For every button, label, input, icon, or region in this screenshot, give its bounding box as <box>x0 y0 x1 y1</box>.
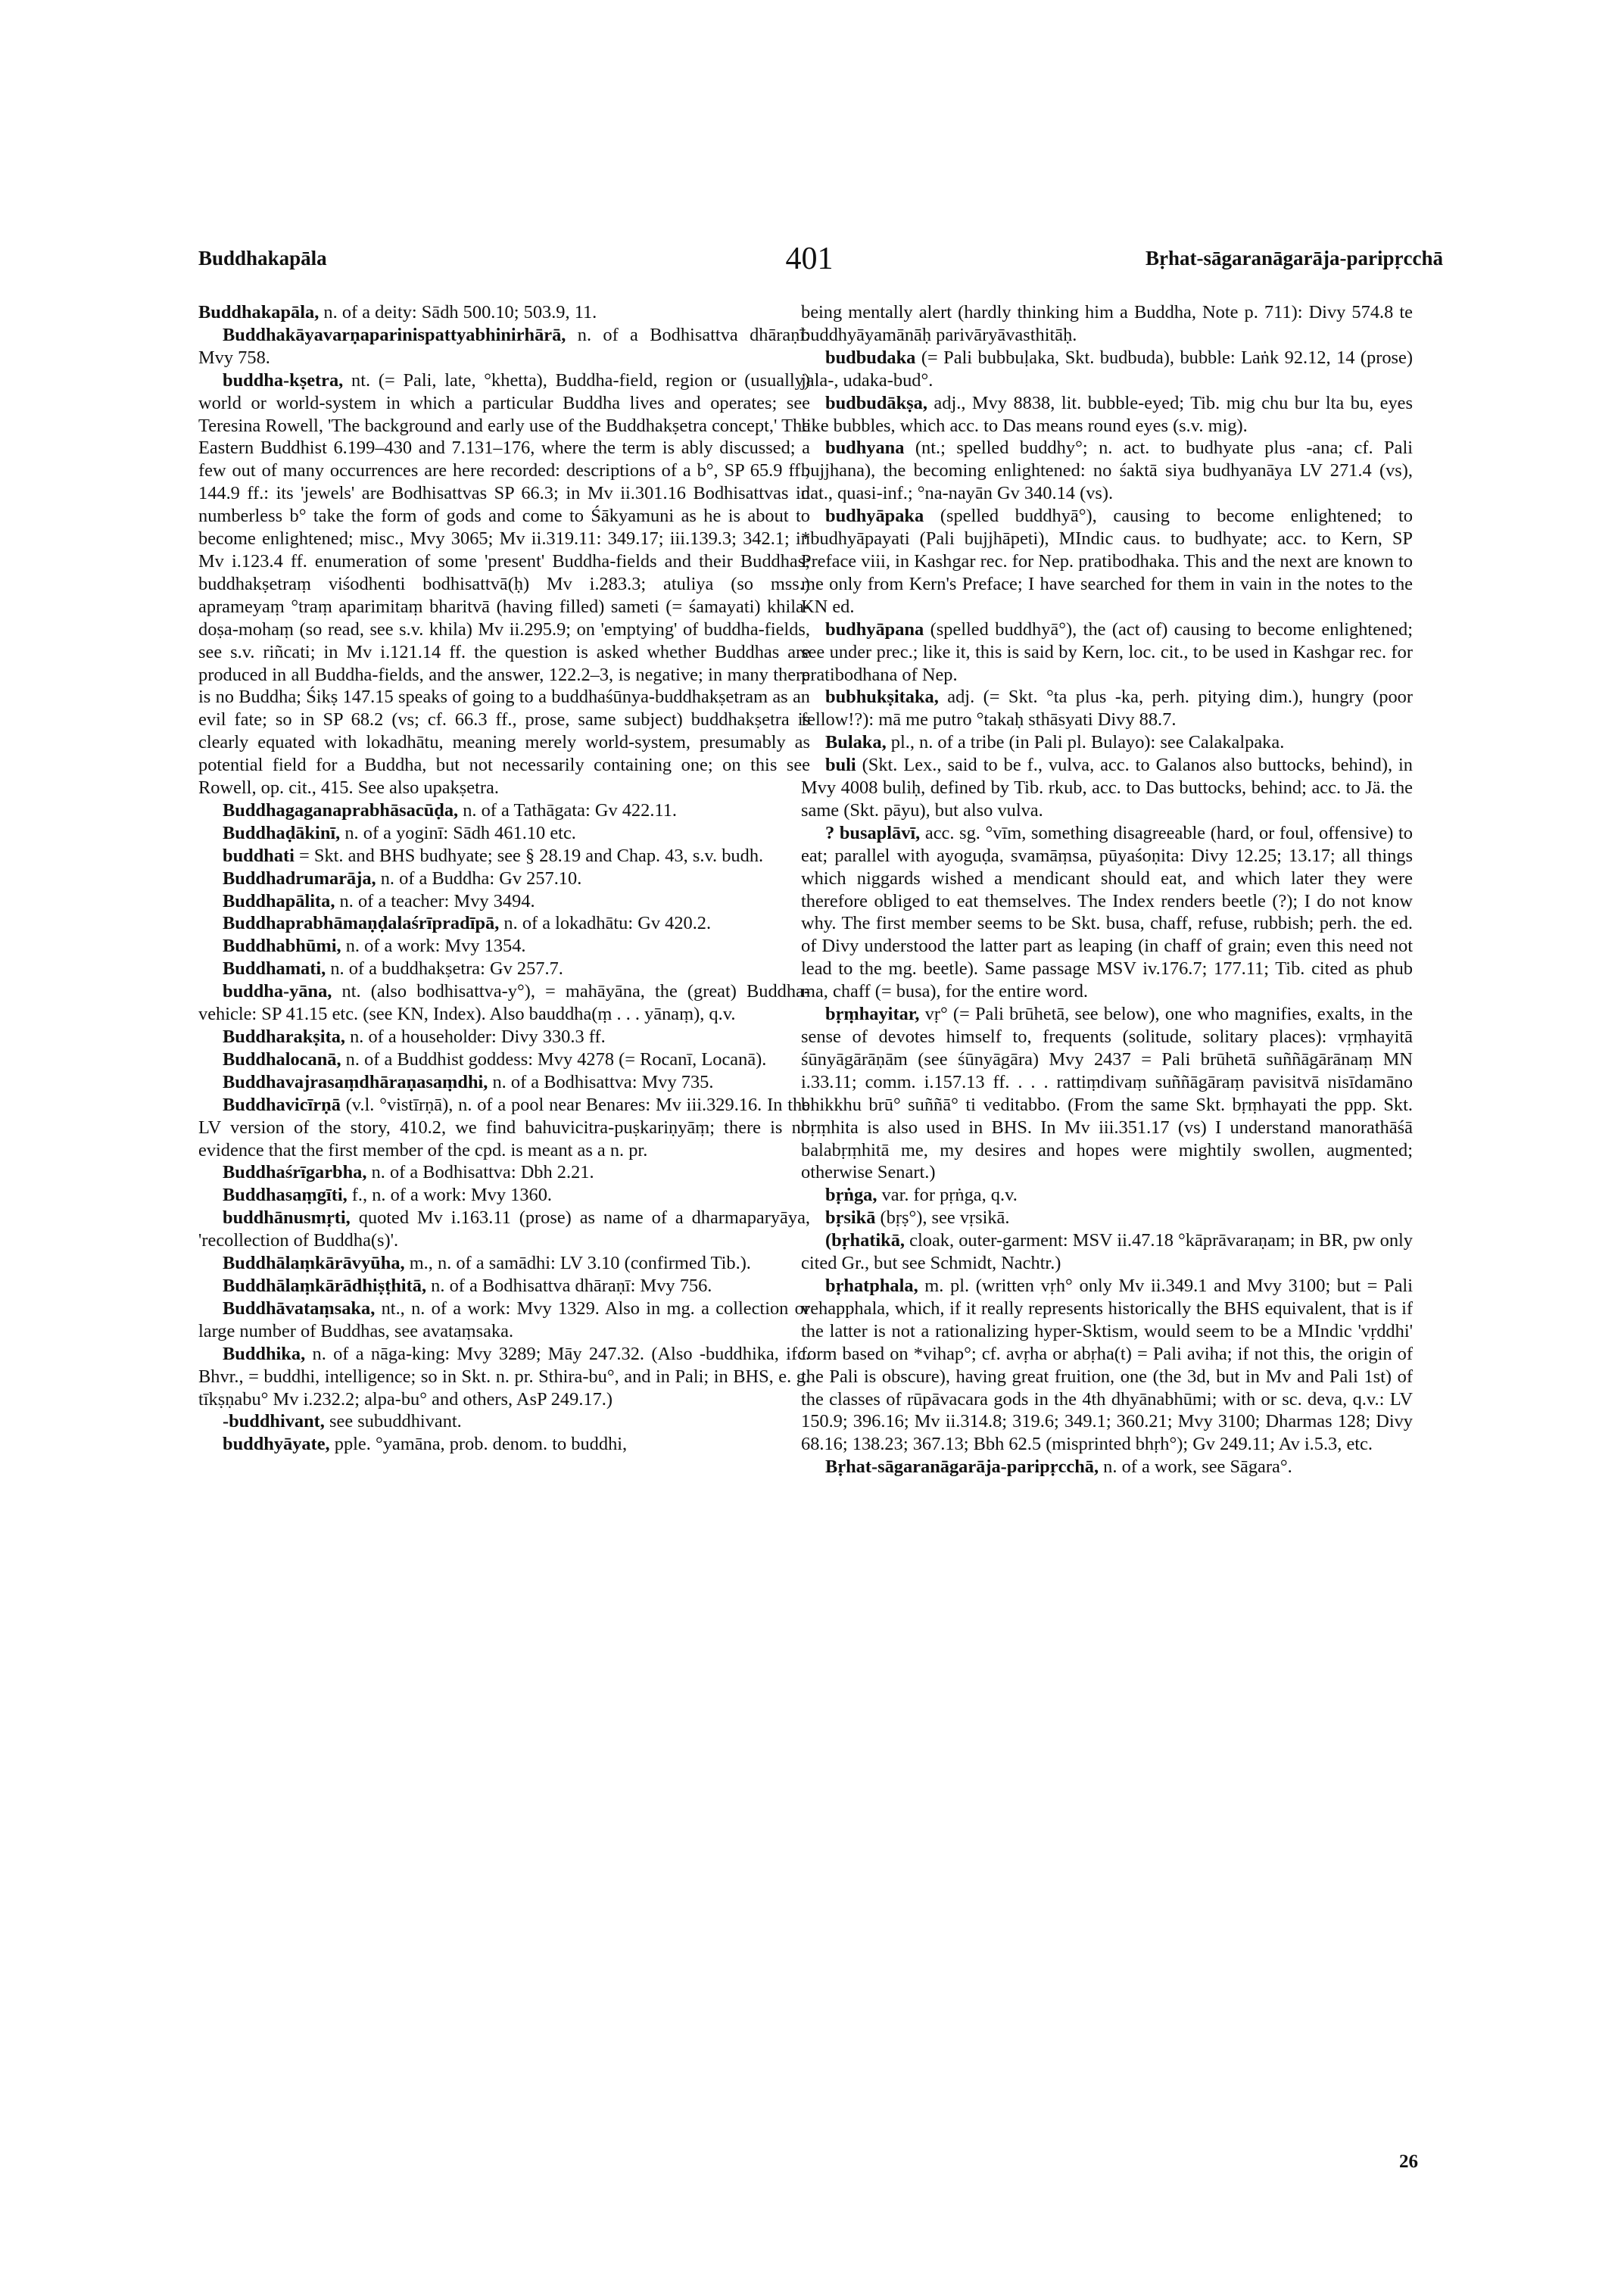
entry-headword: Buddhadrumarāja, <box>223 868 376 889</box>
entry-definition: n. of a householder: Divy 330.3 ff. <box>345 1027 606 1047</box>
entry-headword: budhyāpaka <box>825 506 924 527</box>
dictionary-entry <box>801 754 1413 822</box>
dictionary-entry <box>801 1003 1413 1184</box>
entry-definition: n. of a Bodhisattva dhāraṇī: Mvy 756. <box>426 1275 712 1296</box>
dictionary-entry <box>198 1410 810 1433</box>
entry-headword: Buddhavicīrṇā <box>223 1094 341 1115</box>
entry-headword: -buddhivant, <box>223 1411 325 1432</box>
entry-definition: n. of a work: Mvy 1354. <box>341 936 526 957</box>
entry-headword: Buddhavajrasaṃdhāraṇasaṃdhi, <box>223 1071 488 1092</box>
dictionary-entry <box>198 1161 810 1184</box>
entry-definition: n. of a teacher: Mvy 3494. <box>335 890 535 911</box>
dictionary-entry <box>801 505 1413 618</box>
entry-headword: Buddhaḍākinī, <box>223 822 341 843</box>
entry-definition: vṛ° (= Pali brūhetā, see below), one who magnifies, exalts, in the sense of devotes himself to, frequents (solitude, solitary places): vṛṃhayitā śūnyāgārāṇām (see śūnyāgāra) Mvy 2437 = Pali brūhetā suññāgārānaṃ MN i.33.11; comm. i.157.13 ff. . . . rattiṃdivaṃ suññāgāraṃ pavisitvā nisīdamāno bhikkhu brū° suññā° ti veditabbo. (From the same Skt. bṛṃhayati the ppp. Skt. bṛṃhita is also used in BHS. In Mv iii.351.17 (vs) I understand manorathāśā balabṛṃhitā me, my desires and hopes were mightily swollen, augmented; otherwise Senart.) <box>801 1004 1413 1183</box>
entry-headword: budbudākṣa, <box>825 392 927 413</box>
entry-headword: Buddhagaganaprabhāsacūḍa, <box>223 799 459 821</box>
dictionary-entry <box>198 1275 810 1298</box>
dictionary-entry <box>801 392 1413 438</box>
running-header <box>198 241 1443 286</box>
dictionary-entry <box>198 1252 810 1275</box>
entry-definition: adj. (= Skt. °ta plus -ka, perh. pitying dim.), hungry (poor fellow!?): mā me putro °takaḥ sthāsyati Divy 88.7. <box>801 687 1413 731</box>
entry-definition: m., n. of a samādhi: LV 3.10 (confirmed Tib.). <box>404 1253 751 1274</box>
entry-headword: Buddhamati, <box>223 958 326 980</box>
entry-headword: Buddhika, <box>223 1343 306 1364</box>
entry-headword: buddhyāyate, <box>223 1434 330 1455</box>
right-guide-word: Bṛhat-sāgaranāgarāja-paripṛcchā <box>1146 247 1443 269</box>
entry-headword: bṛṅga, <box>825 1185 877 1206</box>
entry-definition: n. of a Bodhisattva dhāraṇī: Mvy 758. <box>198 324 810 368</box>
entry-definition: (spelled buddhyā°), the (act of) causing to become enlightened; see under prec.; like it, this is said by Kern, loc. cit., to be used in Kashgar rec. for pratibodhana of Nep. <box>801 618 1413 685</box>
entry-headword: budhyana <box>825 438 905 459</box>
entry-headword: Buddhakapāla, <box>198 302 320 322</box>
dictionary-entry <box>198 799 810 822</box>
dictionary-entry <box>198 1071 810 1094</box>
dictionary-entry <box>198 822 810 845</box>
dictionary-entry <box>198 369 810 799</box>
entry-definition: n. of a work, see Sāgara°. <box>1099 1456 1292 1478</box>
entry-definition: n. of a yoginī: Sādh 461.10 etc. <box>340 822 576 843</box>
entry-definition: (Skt. Lex., said to be f., vulva, acc. to Galanos also buttocks, behind), in Mvy 4008 buliḥ, defined by Tib. rkub, acc. to Das buttocks, behind; acc. to Jä. the same (Skt. pāyu), but also vulva. <box>801 755 1413 821</box>
entry-headword: bṛṃhayitar, <box>825 1004 920 1025</box>
entry-headword: Buddhasaṃgīti, <box>223 1185 348 1206</box>
entry-definition: pl., n. of a tribe (in Pali pl. Bulayo): see Calakalpaka. <box>886 732 1285 753</box>
entry-headword: Buddhāvataṃsaka, <box>223 1298 376 1319</box>
entry-definition: nt. (also bodhisattva-y°), = mahāyāna, the (great) Buddha-vehicle: SP 41.15 etc. (see KN, Index). Also bauddha(ṃ . . . yānaṃ), q.v. <box>198 981 810 1025</box>
entry-headword: bṛhatphala, <box>825 1275 918 1296</box>
entry-headword: Buddhabhūmi, <box>223 936 341 957</box>
dictionary-entry <box>198 1343 810 1411</box>
entry-definition: n. of a Buddhist goddess: Mvy 4278 (= Rocanī, Locanā). <box>341 1048 767 1070</box>
entry-headword: Buddharakṣita, <box>223 1027 345 1047</box>
entry-headword: bubhukṣitaka, <box>825 687 939 708</box>
page-number: 401 <box>785 241 834 276</box>
entry-definition: n. of a lokadhātu: Gv 420.2. <box>499 913 712 934</box>
entry-headword: Buddhaśrīgarbha, <box>223 1162 367 1183</box>
entry-definition: n. of a Bodhisattva: Mvy 735. <box>488 1071 714 1092</box>
dictionary-entry <box>801 1456 1413 1478</box>
entry-definition: (spelled buddhyā°), causing to become enlightened; to *budhyāpayati (Pali bujjhāpeti), MIndic caus. to budhyate; acc. to Kern, SP Preface viii, in Kashgar rec. for Nep. pratibodhaka. This and the next are known to me only from Kern's Preface; I have searched for them in vain in the notes to the KN ed. <box>801 506 1413 617</box>
dictionary-entry <box>801 686 1413 731</box>
signature-mark: 26 <box>1399 2151 1418 2172</box>
dictionary-entry <box>198 1094 810 1162</box>
dictionary-entry <box>801 618 1413 687</box>
entry-headword: Bulaka, <box>825 732 887 753</box>
entry-definition: n. of a Tathāgata: Gv 422.11. <box>458 799 678 821</box>
entry-definition: being mentally alert (hardly thinking him a Buddha, Note p. 711): Divy 574.8 te buddhyāyamānāḥ parivāryāvasthitāḥ. <box>801 302 1413 345</box>
entry-definition: see subuddhivant. <box>324 1411 462 1432</box>
entry-headword: Buddhapālita, <box>223 890 335 911</box>
dictionary-entry <box>801 1275 1413 1456</box>
right-column <box>801 301 1413 1478</box>
dictionary-entry <box>198 868 810 890</box>
entry-headword: buddhati <box>223 845 295 866</box>
entry-headword: Buddhalocanā, <box>223 1048 341 1070</box>
entry-definition: (nt.; spelled buddhy°; n. act. to budhyate plus -ana; cf. Pali bujjhana), the becoming enlightened: no śaktā siya budhyanāya LV 271.4 (vs), dat., quasi-inf.; °na-nayān Gv 340.14 (vs). <box>801 438 1413 504</box>
entry-definition: nt., n. of a work: Mvy 1329. Also in mg. a collection or large number of Buddhas, see avataṃsaka. <box>198 1298 810 1341</box>
dictionary-entry <box>198 980 810 1026</box>
entry-definition: n. of a nāga-king: Mvy 3289; Māy 247.32. (Also -buddhika, ifc. Bhvr., = buddhi, intelligence; so in Skt. n. pr. Sthira-bu°, and in Pali; in BHS, e. g. tīkṣṇabu° Mv i.232.2; alpa-bu° and others, AsP 249.17.) <box>198 1343 810 1410</box>
entry-definition: adj., Mvy 8838, lit. bubble-eyed; Tib. mig chu bur lta bu, eyes like bubbles, which acc. to Das means round eyes (s.v. mig). <box>801 392 1413 436</box>
entry-definition: (= Pali bubbuḷaka, Skt. budbuda), bubble: Laṅk 92.12, 14 (prose) jala-, udaka-bud°. <box>801 347 1413 391</box>
dictionary-entry <box>801 731 1413 754</box>
entry-headword: Buddhālaṃkārādhiṣṭhitā, <box>223 1275 427 1296</box>
entry-headword: Buddhālaṃkārāvyūha, <box>223 1253 405 1274</box>
entry-headword: buddhānusmṛti, <box>223 1207 351 1229</box>
dictionary-entry <box>801 1184 1413 1207</box>
dictionary-entry <box>198 958 810 980</box>
dictionary-entry <box>198 890 810 913</box>
entry-definition: cloak, outer-garment: MSV ii.47.18 °kāprāvaraṇam; in BR, pw only cited Gr., but see Schmidt, Nachtr.) <box>801 1230 1413 1274</box>
entry-definition: var. for pṛṅga, q.v. <box>877 1185 1018 1206</box>
entry-headword: buli <box>825 755 856 776</box>
entry-headword: buddha-kṣetra, <box>223 369 344 391</box>
entry-headword: Bṛhat-sāgaranāgarāja-paripṛcchā, <box>825 1456 1099 1478</box>
dictionary-entry <box>198 1048 810 1071</box>
dictionary-entry <box>198 1207 810 1252</box>
entry-headword: budbudaka <box>825 347 916 368</box>
left-guide-word: Buddhakapāla <box>198 247 327 269</box>
entry-headword: Buddhaprabhāmaṇḍalaśrīpradīpā, <box>223 913 500 934</box>
entry-headword: buddha-yāna, <box>223 981 332 1002</box>
dictionary-entry <box>198 324 810 369</box>
entry-headword: (bṛhatikā, <box>825 1230 906 1251</box>
dictionary-entry <box>198 301 810 324</box>
dictionary-entry <box>801 1207 1413 1229</box>
entry-definition: nt. (= Pali, late, °khetta), Buddha-field, region or (usually) world or world-system in which a particular Buddha lives and operates; see Teresina Rowell, 'The background and early use of the Buddhakṣetra concept,' The Eastern Buddhist 6.199–430 and 7.131–176, where the term is ably discussed; a few out of many occurrences are here recorded: descriptions of a b°, SP 65.9 ff.; 144.9 ff.: its 'jewels' are Bodhisattvas SP 66.3; in Mv ii.301.16 Bodhisattvas in numberless b° take the form of gods and come to Śākyamuni as he is about to become enlightened; misc., Mvy 3065; Mv ii.319.11: 349.17; iii.139.3; 342.1; in Mv i.123.4 ff. enumeration of some 'present' Buddha-fields and their Buddhas; buddhakṣetraṃ viśodhenti bodhisattvā(ḥ) Mv i.283.3; atuliya (so mss.) aprameyaṃ °traṃ aparimitaṃ bharitvā (having filled) sameti (= śamayati) khila-doṣa-mohaṃ (so read, see s.v. khila) Mv ii.295.9; on 'emptying' of buddha-fields, see s.v. riñcati; in Mv i.121.14 ff. the question is asked whether Buddhas are produced in all Buddha-fields, and the answer, 122.2–3, is negative; in many there is no Buddha; Śikṣ 147.15 speaks of going to a buddhaśūnya-buddhakṣetram as an evil fate; so in SP 68.2 (vs; cf. 66.3 ff., prose, same subject) buddhakṣetra is clearly equated with lokadhātu, meaning merely world-system, presumably as potential field for a Buddha, but not necessarily containing one; on this see Rowell, op. cit., 415. See also upakṣetra. <box>198 369 810 799</box>
dictionary-entry <box>801 437 1413 505</box>
entry-definition: (bṛṣ°), see vṛsikā. <box>875 1207 1010 1229</box>
dictionary-entry <box>198 1298 810 1343</box>
dictionary-entry <box>198 1026 810 1048</box>
dictionary-entry <box>801 347 1413 392</box>
dictionary-entry <box>801 822 1413 1003</box>
dictionary-entry <box>198 912 810 935</box>
left-column <box>198 301 810 1456</box>
dictionary-entry <box>198 1433 810 1456</box>
entry-definition: (v.l. °vistīrṇā), n. of a pool near Benares: Mv iii.329.16. In the LV version of the story, 410.2, we find bahuvicitra-puṣkariṇyāṃ; there is no evidence that the first member of the cpd. is meant as a n. pr. <box>198 1094 810 1161</box>
entry-headword: budhyāpana <box>825 618 924 640</box>
dictionary-entry <box>198 1184 810 1207</box>
dictionary-entry <box>801 301 1413 347</box>
dictionary-entry <box>198 935 810 958</box>
entry-headword: Buddhakāyavarṇaparinispattyabhinirhārā, <box>223 324 566 345</box>
entry-definition: n. of a buddhakṣetra: Gv 257.7. <box>326 958 563 980</box>
entry-definition: f., n. of a work: Mvy 1360. <box>347 1185 553 1206</box>
entry-headword: bṛsikā <box>825 1207 876 1229</box>
entry-definition: n. of a Bodhisattva: Dbh 2.21. <box>366 1162 594 1183</box>
entry-definition: quoted Mv i.163.11 (prose) as name of a dharmaparyāya, 'recollection of Buddha(s)'. <box>198 1207 810 1251</box>
entry-definition: m. pl. (written vṛh° only Mv ii.349.1 and Mvy 3100; but = Pali vehapphala, which, if it really represents historically the BHS equivalent, that is if the latter is not a rationalizing hyper-Sktism, would seem to be a MIndic 'vṛddhi' form based on *vihap°; cf. avṛha or abṛha(t) = Pali aviha; if not this, the origin of the Pali is obscure), having great fruition, one (the 3d, but in Mv and Pali 1st) of the classes of rūpāvacara gods in the 4th dhyānabhūmi; with or sc. deva, q.v.: LV 150.9; 396.16; Mv ii.314.8; 319.6; 349.1; 360.21; Mvy 3100; Dharmas 128; Divy 68.16; 138.23; 367.13; Bbh 62.5 (misprinted bhṛh°); Gv 249.11; Av i.5.3, etc. <box>801 1275 1413 1455</box>
entry-definition: pple. °yamāna, prob. denom. to buddhi, <box>329 1434 628 1455</box>
entry-definition: n. of a deity: Sādh 500.10; 503.9, 11. <box>319 302 597 322</box>
entry-definition: n. of a Buddha: Gv 257.10. <box>376 868 582 889</box>
dictionary-entry <box>198 845 810 868</box>
dictionary-entry <box>801 1229 1413 1275</box>
entry-definition: = Skt. and BHS budhyate; see § 28.19 and Chap. 43, s.v. budh. <box>294 845 764 866</box>
entry-definition: acc. sg. °vīm, something disagreeable (hard, or foul, offensive) to eat; parallel with ayoguḍa, svamāṃsa, pūyaśoṇita: Divy 12.25; 13.17; all things which niggards wished a mendicant should eat, and which later they were therefore obliged to eat themselves. The Index renders beetle (?); I do not know why. The first member seems to be Skt. busa, chaff, refuse, rubbish; perh. the ed. of Divy understood the latter part as leaping (in chaff of grain; even this need not lead to the mg. beetle). Same passage MSV iv.176.7; 177.11; Tib. cited as phub ma, chaff (= busa), for the entire word. <box>801 822 1413 1002</box>
entry-headword: ? busaplāvī, <box>825 822 921 843</box>
